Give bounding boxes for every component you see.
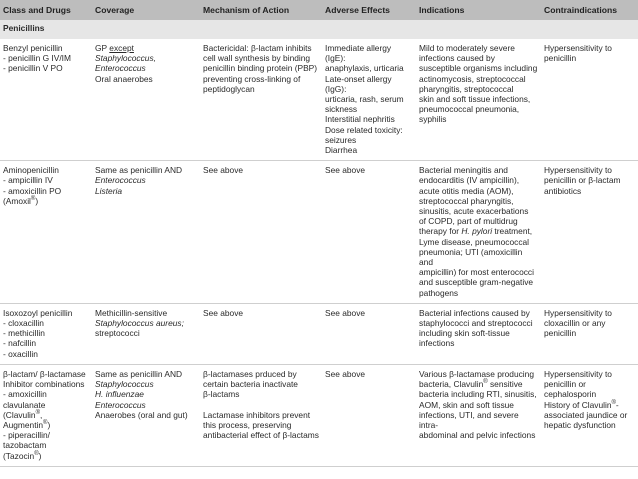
cell-line: penicillin xyxy=(544,328,577,339)
table-row xyxy=(0,161,638,304)
cell-line: Staphylococcus xyxy=(95,379,154,390)
cell-line: - penicillin V PO xyxy=(3,63,63,74)
table-row xyxy=(0,39,638,161)
cell-line: Enterococcus xyxy=(95,399,146,410)
cell-line: streptococcal pharyngitis, xyxy=(419,195,514,206)
cell-line: H. influenzae xyxy=(95,389,144,400)
cell-line: bacteria, Clavulin® sensitive xyxy=(419,379,523,390)
table-row xyxy=(0,303,638,364)
cell-line: infections xyxy=(419,338,455,349)
cell-line: β-lactamases prduced by xyxy=(203,368,297,379)
cell-line: - penicillin G IV/IM xyxy=(3,53,71,64)
cell-line: syphilis xyxy=(419,114,447,125)
cell-line: Methicillin-sensitive xyxy=(95,307,168,318)
cell-line: pneumonia; UTI (amoxicillin and xyxy=(419,246,523,268)
cell-line: staphylococci and streptococci xyxy=(419,318,533,329)
cell-line: cloxacillin or any xyxy=(544,318,606,329)
cell-line: seizures xyxy=(325,134,357,145)
cell-coverage xyxy=(92,39,200,161)
cell-line: streptococci xyxy=(95,328,140,339)
cell-line: cell wall synthesis by binding xyxy=(203,53,311,64)
cell-coverage xyxy=(92,303,200,364)
cell-line: - amoxicillin PO xyxy=(3,185,62,196)
cell-line: (Tazocin®) xyxy=(3,450,42,461)
cell-coverage xyxy=(92,364,200,466)
cell-line: antibiotics xyxy=(544,185,582,196)
cell-line: hepatic dysfunction xyxy=(544,419,616,430)
cell-line: Hypersensitivity to xyxy=(544,307,612,318)
cell-indications xyxy=(416,39,541,161)
header-row xyxy=(0,0,638,20)
cell-line: - piperacillin/ xyxy=(3,430,51,441)
cell-line: - oxacillin xyxy=(3,348,38,359)
cell-line: antibacterial effect of β-lactams xyxy=(203,429,319,440)
cell-line: associated jaundice or xyxy=(544,409,628,420)
cell-contraindications xyxy=(541,161,638,304)
cell-line: Bactericidal: β-lactam inhibits xyxy=(203,43,312,53)
cell-class xyxy=(0,39,92,161)
cell-line: Bacterial meningitis and xyxy=(419,165,508,176)
cell-line: β-lactam/ β-lactamase xyxy=(3,368,86,379)
cell-line: β-lactams xyxy=(203,389,240,400)
table-row xyxy=(0,364,638,466)
cell-contraindications xyxy=(541,39,638,161)
cell-line: acute otitis media (AOM), xyxy=(419,185,514,196)
cell-line: (Amoxil®) xyxy=(3,195,39,206)
cell-line xyxy=(203,400,319,410)
cell-line: and susceptible gram-negative xyxy=(419,277,534,288)
cell-adverse-effects xyxy=(322,303,416,364)
cell-mechanism xyxy=(200,39,322,161)
cell-class xyxy=(0,161,92,304)
cell-line: Hypersensitivity to xyxy=(544,165,612,176)
cell-line: therapy for H. pylori treatment, xyxy=(419,226,533,237)
cell-line: Aminopenicillin xyxy=(3,165,59,176)
cell-line: Enterococcus xyxy=(95,63,146,74)
cell-contraindications xyxy=(541,364,638,466)
cell-line: Bacterial infections caused by xyxy=(419,307,530,318)
cell-line: urticaria, rash, serum xyxy=(325,94,404,105)
cell-coverage xyxy=(92,161,200,304)
cell-indications xyxy=(416,161,541,304)
cell-line: peptidoglycan xyxy=(203,83,255,94)
cell-line: Dose related toxicity: xyxy=(325,124,403,135)
cell-line: Oral anaerobes xyxy=(95,73,153,84)
cell-line: penicillin or β-lactam xyxy=(544,175,621,186)
cell-line: pathogens xyxy=(419,287,459,298)
cell-line: clavulanate xyxy=(3,399,46,410)
cell-line: infections caused by xyxy=(419,53,495,64)
cell-line: Augmentin®) xyxy=(3,419,51,430)
cell-line: pharyngitis, streptococcal xyxy=(419,83,514,94)
section-row xyxy=(0,20,638,39)
cell-line: (Clavulin®, xyxy=(3,409,43,420)
cell-line: penicillin binding protein (PBP) xyxy=(203,63,318,74)
cell-line: Hypersensitivity to xyxy=(544,43,612,53)
cell-mechanism xyxy=(200,364,322,466)
cell-line: including skin soft-tissue xyxy=(419,328,510,339)
cell-line: Hypersensitivity to xyxy=(544,368,612,379)
header-adverse: Adverse Effects xyxy=(322,0,416,20)
cell-line: pneumococcal pneumonia, xyxy=(419,104,520,115)
cell-line: Late-onset allergy (IgG): xyxy=(325,73,392,94)
header-class: Class and Drugs xyxy=(0,0,92,20)
cell-line: endocarditis (IV ampicillin), xyxy=(419,175,520,186)
header-mechanism: Mechanism of Action xyxy=(200,0,322,20)
header-contraindications: Contraindications xyxy=(541,0,638,20)
header-indications: Indications xyxy=(416,0,541,20)
cell-line: - ampicillin IV xyxy=(3,175,53,186)
cell-line: Lyme disease, pneumococcal xyxy=(419,236,530,247)
cell-indications xyxy=(416,364,541,466)
cell-line: bacteria including RTI, sinusitis, xyxy=(419,389,537,400)
cell-line: skin and soft tissue infections, xyxy=(419,94,531,105)
cell-line: Mild to moderately severe xyxy=(419,43,515,53)
cell-line: Benzyl penicillin xyxy=(3,43,63,53)
cell-line: - nafcillin xyxy=(3,338,37,349)
cell-line: this process, preserving xyxy=(203,419,292,430)
cell-line: See above xyxy=(203,165,244,176)
cell-line: See above xyxy=(325,368,366,379)
cell-line: Same as penicillin AND xyxy=(95,368,183,379)
cell-indications xyxy=(416,303,541,364)
cell-line: Various β-lactamase producing xyxy=(419,368,534,379)
cell-class xyxy=(0,303,92,364)
cell-line: sinusitis, acute exacerbations xyxy=(419,206,529,217)
cell-line: - amoxicillin xyxy=(3,389,47,400)
cell-line: sickness xyxy=(325,104,358,115)
cell-line: History of Clavulin®- xyxy=(544,399,619,410)
cell-line: Listeria xyxy=(95,185,122,196)
cell-contraindications xyxy=(541,303,638,364)
cell-line: - methicillin xyxy=(3,328,45,339)
cell-line: Lactamase inhibitors prevent xyxy=(203,409,311,420)
cell-line: of COPD, part of multidrug xyxy=(419,216,518,227)
cell-line: Anaerobes (oral and gut) xyxy=(95,409,188,420)
cell-mechanism xyxy=(200,303,322,364)
cell-line: Enterococcus xyxy=(95,175,146,186)
cell-line: Isoxozoyl penicillin xyxy=(3,307,73,318)
cell-line: See above xyxy=(203,307,244,318)
cell-adverse-effects xyxy=(322,364,416,466)
cell-line: susceptible organisms including xyxy=(419,63,538,74)
cell-adverse-effects xyxy=(322,161,416,304)
cell-line: AOM, skin and soft tissue xyxy=(419,399,514,410)
cell-line: See above xyxy=(325,165,366,176)
section-title: Penicillins xyxy=(0,20,638,39)
cell-line: penicillin or cephalosporin xyxy=(544,379,597,400)
cell-line: Same as penicillin AND xyxy=(95,165,183,176)
cell-line: See above xyxy=(325,307,366,318)
cell-line: - cloxacillin xyxy=(3,318,44,329)
cell-class xyxy=(0,364,92,466)
cell-line: Interstitial nephritis xyxy=(325,114,395,125)
cell-line: actinomycosis, streptococcal xyxy=(419,73,526,84)
cell-line: Staphylococcus aureus; xyxy=(95,318,184,329)
cell-adverse-effects xyxy=(322,39,416,161)
cell-line: GP except Staphylococcus, xyxy=(95,43,156,64)
cell-line: preventing cross-linking of xyxy=(203,73,301,84)
cell-line: Diarrhea xyxy=(325,145,358,156)
cell-line: Inhibitor combinations xyxy=(3,379,85,390)
header-coverage: Coverage xyxy=(92,0,200,20)
cell-mechanism xyxy=(200,161,322,304)
cell-line: Immediate allergy (IgE): xyxy=(325,43,392,64)
cell-line: abdominal and pelvic infections xyxy=(419,430,536,441)
cell-line: penicillin xyxy=(544,53,577,64)
cell-line: certain bacteria inactivate xyxy=(203,379,298,390)
cell-line: ampicillin) for most enterococci xyxy=(419,267,534,278)
cell-line: infections, UTI, and severe intra- xyxy=(419,409,519,430)
cell-line: anaphylaxis, urticaria xyxy=(325,63,404,74)
cell-line: tazobactam xyxy=(3,440,47,451)
